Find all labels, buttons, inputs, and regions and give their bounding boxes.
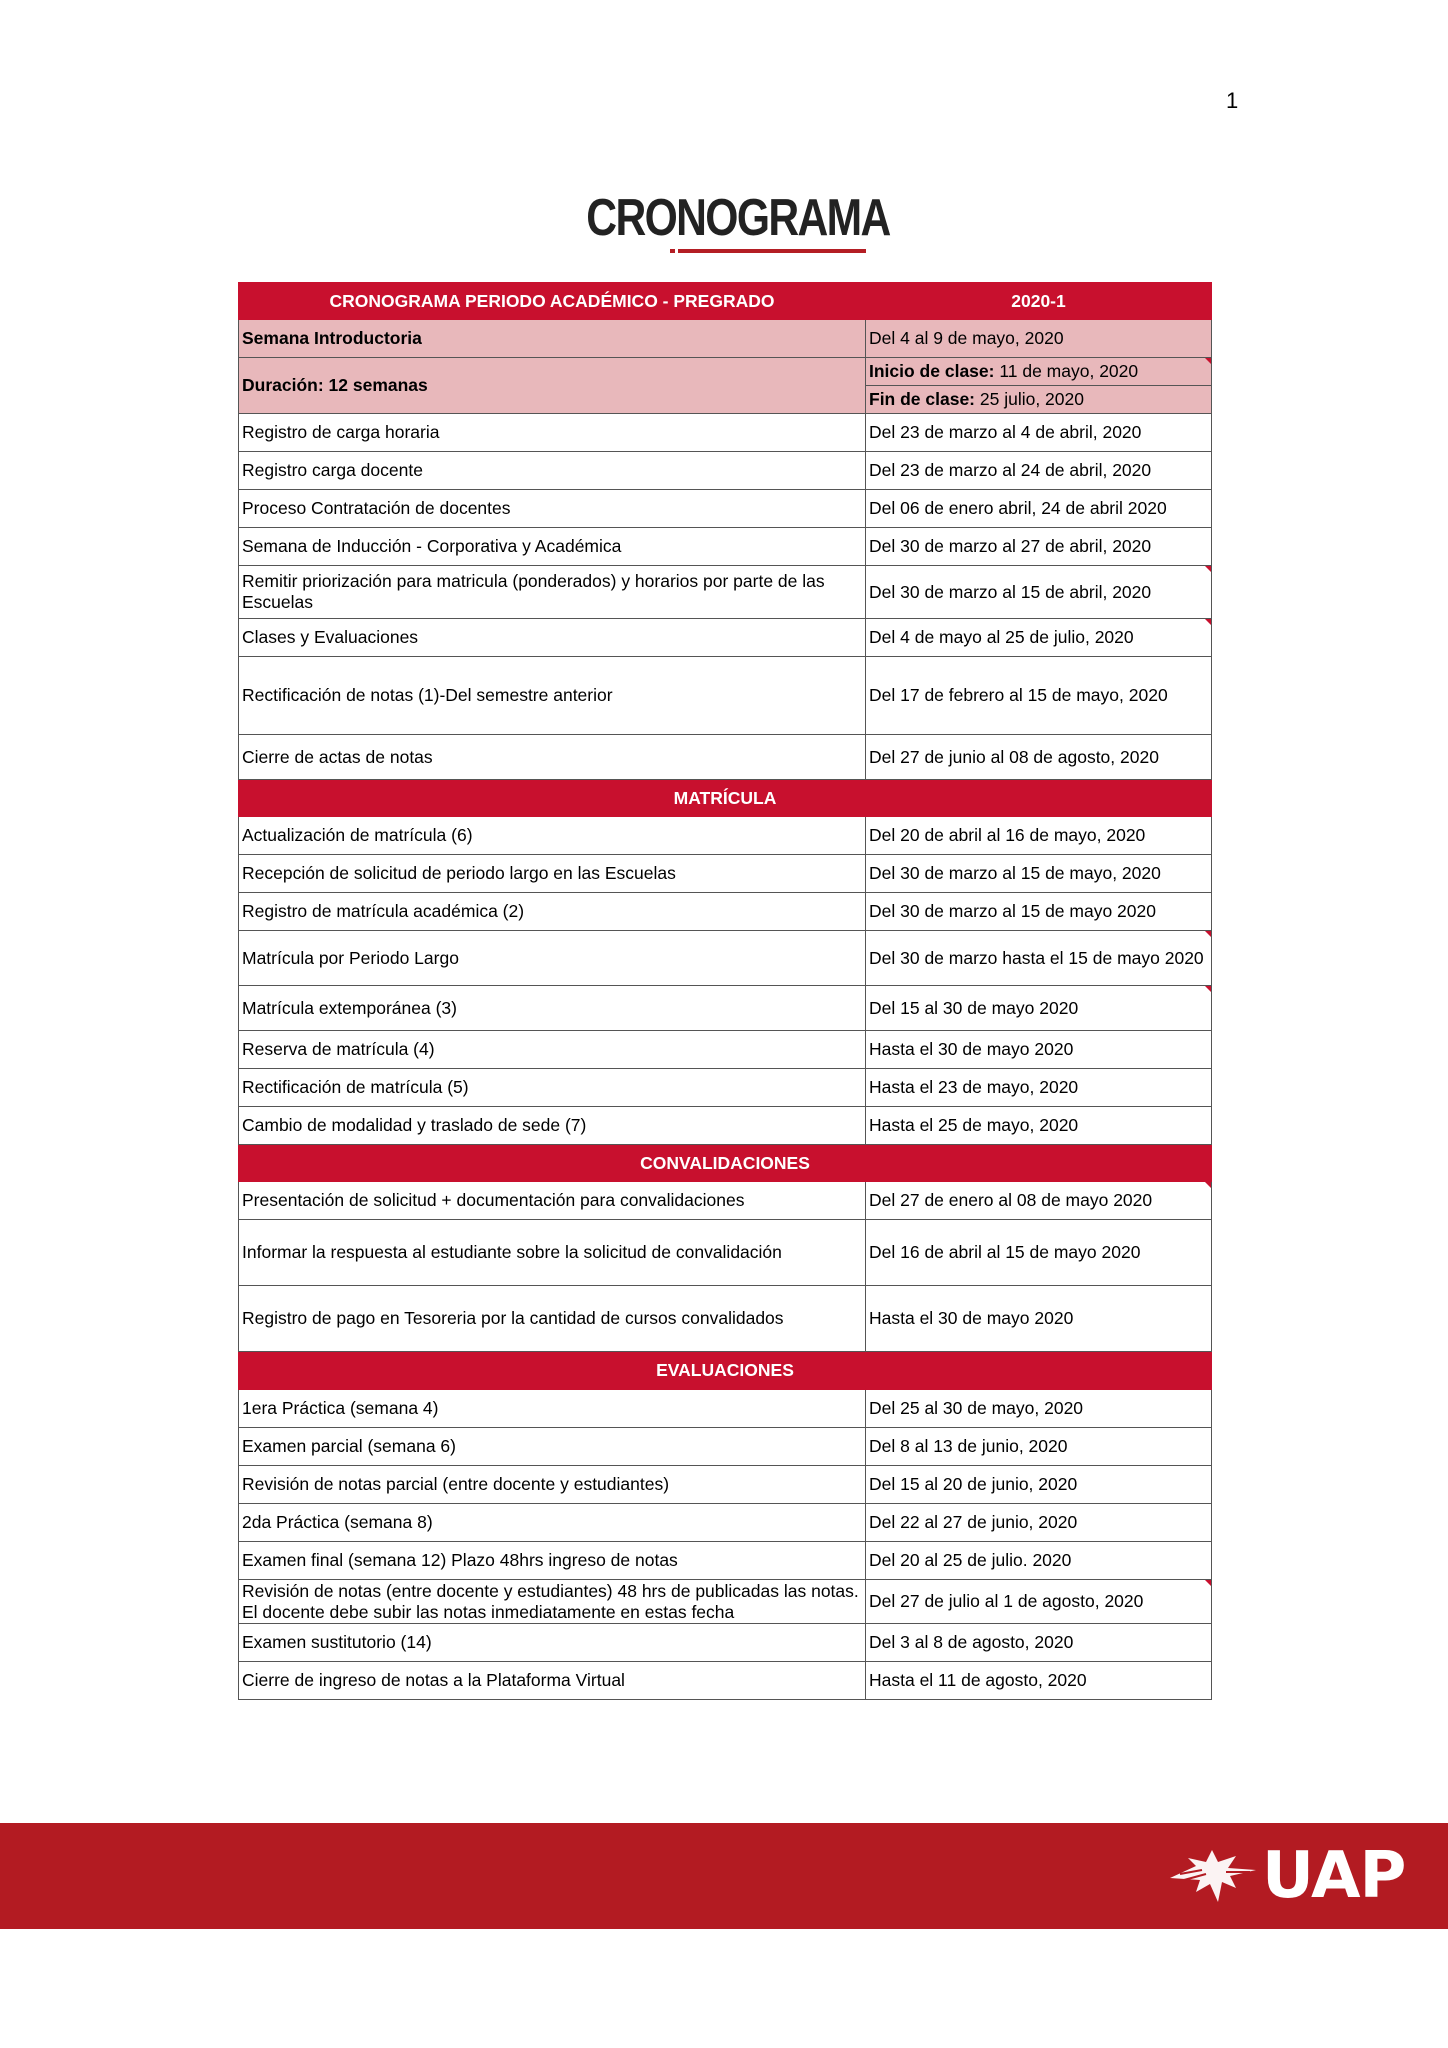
row-value: Del 17 de febrero al 15 de mayo, 2020: [866, 657, 1212, 735]
row-value: Del 15 al 20 de junio, 2020: [866, 1466, 1212, 1504]
table-row: [239, 986, 1212, 1031]
row-value: Del 30 de marzo al 15 de abril, 2020: [866, 566, 1212, 619]
row-value: Hasta el 30 de mayo 2020: [866, 1031, 1212, 1069]
class-start-cell: [866, 358, 1212, 386]
row-value: Hasta el 23 de mayo, 2020: [866, 1069, 1212, 1107]
class-end-label: Fin de clase:: [869, 389, 976, 409]
page-number: 1: [1226, 88, 1239, 113]
row-label: Registro de matrícula académica (2): [239, 893, 866, 931]
row-label: Cierre de actas de notas: [239, 735, 866, 780]
class-start-value: 11 de mayo, 2020: [994, 361, 1139, 381]
row-value: Del 27 de junio al 08 de agosto, 2020: [866, 735, 1212, 780]
row-label: Proceso Contratación de docentes: [239, 490, 866, 528]
document-title: CRONOGRAMA: [586, 189, 890, 247]
row-value: Del 20 al 25 de julio. 2020: [866, 1542, 1212, 1580]
row-value: Del 8 al 13 de junio, 2020: [866, 1428, 1212, 1466]
table-row: [239, 1220, 1212, 1286]
row-value: Del 30 de marzo al 27 de abril, 2020: [866, 528, 1212, 566]
class-end-cell: [866, 386, 1212, 414]
row-label: Examen parcial (semana 6): [239, 1428, 866, 1466]
table-row: [239, 414, 1212, 452]
row-value: Del 27 de julio al 1 de agosto, 2020: [866, 1580, 1212, 1624]
row-label: Examen sustitutorio (14): [239, 1624, 866, 1662]
table-row: [239, 1580, 1212, 1624]
section-title: MATRÍCULA: [239, 780, 1212, 817]
duration-label: Duración: 12 semanas: [239, 358, 866, 414]
row-label: Registro de pago en Tesoreria por la cantidad de cursos convalidados: [239, 1286, 866, 1352]
row-value: Hasta el 30 de mayo 2020: [866, 1286, 1212, 1352]
table-row: [239, 1107, 1212, 1145]
row-label: Examen final (semana 12) Plazo 48hrs ingreso de notas: [239, 1542, 866, 1580]
row-value: Del 06 de enero abril, 24 de abril 2020: [866, 490, 1212, 528]
title-underline: [678, 249, 866, 253]
row-label: Rectificación de notas (1)-Del semestre anterior: [239, 657, 866, 735]
table-row: [239, 1428, 1212, 1466]
class-start-label: Inicio de clase:: [869, 361, 995, 381]
section-header-convalidaciones: [239, 1145, 1212, 1182]
table-row: [239, 1504, 1212, 1542]
row-label: 1era Práctica (semana 4): [239, 1390, 866, 1428]
table-row: [239, 657, 1212, 735]
row-value: Del 15 al 30 de mayo 2020: [866, 986, 1212, 1031]
table-row: [239, 1466, 1212, 1504]
row-label: Semana de Inducción - Corporativa y Académica: [239, 528, 866, 566]
row-value: Del 22 al 27 de junio, 2020: [866, 1504, 1212, 1542]
uap-logo: [1166, 1838, 1405, 1914]
row-value: Del 30 de marzo al 15 de mayo 2020: [866, 893, 1212, 931]
row-label: Reserva de matrícula (4): [239, 1031, 866, 1069]
row-value: Del 23 de marzo al 4 de abril, 2020: [866, 414, 1212, 452]
row-label: Rectificación de matrícula (5): [239, 1069, 866, 1107]
row-label: Actualización de matrícula (6): [239, 817, 866, 855]
title-underline-dot: [670, 249, 675, 253]
intro-week-row: [239, 320, 1212, 358]
table-row: [239, 1182, 1212, 1220]
class-end-value: 25 julio, 2020: [975, 389, 1084, 409]
row-label: Revisión de notas parcial (entre docente y estudiantes): [239, 1466, 866, 1504]
row-value: Del 4 de mayo al 25 de julio, 2020: [866, 619, 1212, 657]
row-value: Del 25 al 30 de mayo, 2020: [866, 1390, 1212, 1428]
row-label: Remitir priorización para matricula (ponderados) y horarios por parte de las Escuelas: [239, 566, 866, 619]
logo-text: UAP: [1262, 1839, 1406, 1913]
header-title: CRONOGRAMA PERIODO ACADÉMICO - PREGRADO: [239, 283, 866, 320]
row-value: Del 16 de abril al 15 de mayo 2020: [866, 1220, 1212, 1286]
row-label: Cambio de modalidad y traslado de sede (7): [239, 1107, 866, 1145]
row-value: Del 20 de abril al 16 de mayo, 2020: [866, 817, 1212, 855]
row-label: Registro carga docente: [239, 452, 866, 490]
row-value: Hasta el 25 de mayo, 2020: [866, 1107, 1212, 1145]
row-label: Registro de carga horaria: [239, 414, 866, 452]
row-label: Clases y Evaluaciones: [239, 619, 866, 657]
section-header-matricula: [239, 780, 1212, 817]
table-row: [239, 893, 1212, 931]
row-label: Matrícula extemporánea (3): [239, 986, 866, 1031]
table-row: [239, 735, 1212, 780]
row-label: Cierre de ingreso de notas a la Plataforma Virtual: [239, 1662, 866, 1700]
section-title: EVALUACIONES: [239, 1352, 1212, 1390]
table-row: [239, 619, 1212, 657]
row-value: Del 27 de enero al 08 de mayo 2020: [866, 1182, 1212, 1220]
table-row: [239, 1031, 1212, 1069]
row-value: Del 23 de marzo al 24 de abril, 2020: [866, 452, 1212, 490]
griffin-icon: [1166, 1844, 1262, 1908]
table-row: [239, 817, 1212, 855]
table-row: [239, 931, 1212, 986]
row-value: Del 30 de marzo hasta el 15 de mayo 2020: [866, 931, 1212, 986]
table-row: [239, 1069, 1212, 1107]
table-row: [239, 1662, 1212, 1700]
table-row: [239, 855, 1212, 893]
row-value: Hasta el 11 de agosto, 2020: [866, 1662, 1212, 1700]
section-header-evaluaciones: [239, 1352, 1212, 1390]
row-value: Del 30 de marzo al 15 de mayo, 2020: [866, 855, 1212, 893]
table-row: [239, 490, 1212, 528]
intro-week-value: Del 4 al 9 de mayo, 2020: [866, 320, 1212, 358]
table-row: [239, 1624, 1212, 1662]
table-row: [239, 566, 1212, 619]
row-label: Recepción de solicitud de periodo largo en las Escuelas: [239, 855, 866, 893]
row-label: Informar la respuesta al estudiante sobre la solicitud de convalidación: [239, 1220, 866, 1286]
table-row: [239, 528, 1212, 566]
table-row: [239, 1390, 1212, 1428]
header-period: 2020-1: [866, 283, 1212, 320]
row-label: 2da Práctica (semana 8): [239, 1504, 866, 1542]
duration-row: [239, 358, 1212, 386]
table-row: [239, 1542, 1212, 1580]
table-row: [239, 1286, 1212, 1352]
table-row: [239, 452, 1212, 490]
row-label: Revisión de notas (entre docente y estudiantes) 48 hrs de publicadas las notas. El docente debe subir las notas inmediatamente en estas fecha: [239, 1580, 866, 1624]
schedule-table: [238, 282, 1212, 1700]
intro-week-label: Semana Introductoria: [239, 320, 866, 358]
section-title: CONVALIDACIONES: [239, 1145, 1212, 1182]
row-label: Presentación de solicitud + documentación para convalidaciones: [239, 1182, 866, 1220]
row-value: Del 3 al 8 de agosto, 2020: [866, 1624, 1212, 1662]
table-header-row: [239, 283, 1212, 320]
row-label: Matrícula por Periodo Largo: [239, 931, 866, 986]
